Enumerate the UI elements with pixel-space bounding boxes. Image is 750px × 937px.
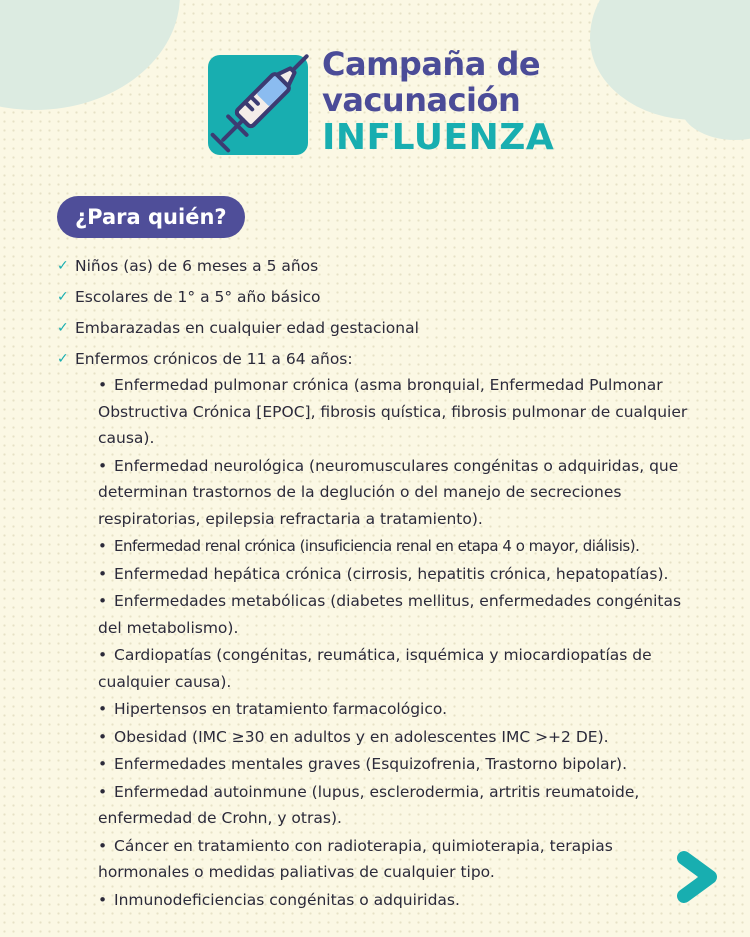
bullet: • (98, 782, 108, 801)
condition-item: • Enfermedades mentales graves (Esquizofrenia, Trastorno bipolar). (98, 751, 698, 779)
condition-item: • Hipertensos en tratamiento farmacológico. (98, 696, 698, 724)
bullet: • (98, 890, 108, 909)
campaign-title (322, 45, 555, 158)
condition-item: • Obesidad (IMC ≥30 en adultos y en adolescentes IMC >+2 DE). (98, 724, 698, 752)
bullet: • (98, 755, 108, 773)
check-icon: ✓ (57, 258, 69, 274)
list-item: ✓ Escolares de 1° a 5° año básico (57, 282, 710, 313)
bullet: • (98, 727, 108, 746)
condition-item: • Cáncer en tratamiento con radioterapia, quimioterapia, terapias hormonales o medidas paliativas de cualquier tipo. (98, 833, 698, 887)
bullet: • (98, 376, 108, 394)
list-item: ✓ Niños (as) de 6 meses a 5 años (57, 251, 710, 282)
condition-item: • Cardiopatías (congénitas, reumática, isquémica y miocardiopatías de cualquier causa). (98, 642, 698, 696)
condition-item: • Enfermedad pulmonar crónica (asma bronquial, Enfermedad Pulmonar Obstructiva Crónica [EPOC], fibrosis quística, fibrosis pulmonar de cualquier causa). (98, 372, 698, 453)
check-icon: ✓ (57, 320, 69, 336)
check-icon: ✓ (57, 289, 69, 305)
condition-item: • Enfermedad neurológica (neuromusculares congénitas o adquiridas, que determinan trastornos de la deglución o del manejo de secreciones respiratorias, epilepsia refractaria a tratamiento). (98, 453, 698, 534)
check-icon: ✓ (57, 351, 69, 367)
syringe-icon (190, 38, 330, 168)
section-label-badge: ¿Para quién? (57, 196, 245, 238)
condition-item: • Enfermedad renal crónica (insuficiencia renal en etapa 4 o mayor, diálisis). (98, 533, 698, 561)
chronic-conditions-list (98, 372, 698, 914)
bullet: • (98, 700, 108, 718)
title-line-2: vacunación (322, 81, 521, 119)
bullet: • (98, 456, 108, 475)
target-groups-list (57, 251, 710, 375)
condition-item: • Enfermedad hepática crónica (cirrosis, hepatitis crónica, hepatopatías). (98, 561, 698, 589)
condition-item: • Inmunodeficiencias congénitas o adquiridas. (98, 887, 698, 915)
title-line-3: INFLUENZA (322, 117, 555, 158)
condition-item: • Enfermedades metabólicas (diabetes mellitus, enfermedades congénitas del metabolismo). (98, 588, 698, 642)
condition-item: • Enfermedad autoinmune (lupus, esclerodermia, artritis reumatoide, enfermedad de Crohn, y otras). (98, 779, 698, 833)
chevron-right-icon[interactable] (676, 850, 720, 904)
title-line-1: Campaña de (322, 45, 541, 83)
bullet: • (98, 646, 108, 664)
list-item: ✓ Enfermos crónicos de 11 a 64 años: (57, 344, 710, 375)
bullet: • (98, 564, 108, 583)
background-blob-top-left (0, 0, 180, 110)
list-item: ✓ Embarazadas en cualquier edad gestacional (57, 313, 710, 344)
bullet: • (98, 537, 107, 555)
bullet: • (98, 592, 108, 610)
bullet: • (98, 836, 108, 855)
